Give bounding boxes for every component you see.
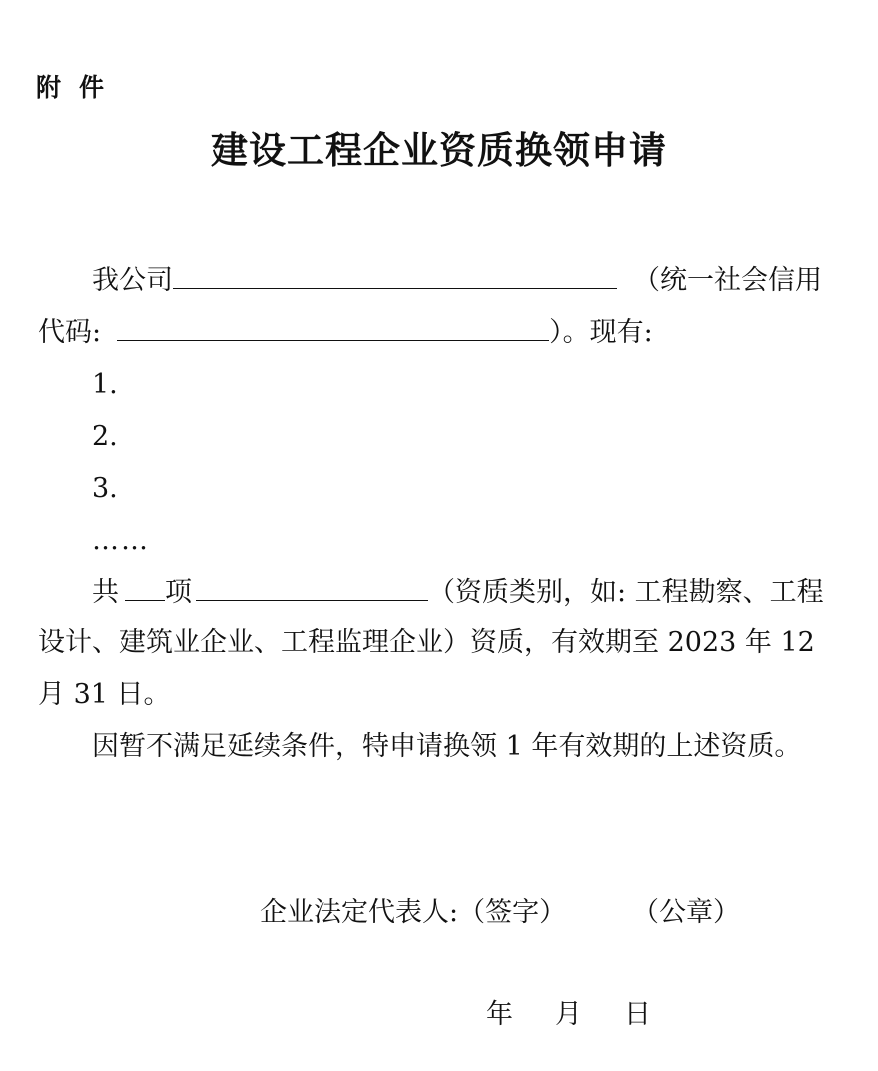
credit-code-prefix: 代码: [38, 317, 102, 348]
document-title: 建设工程企业资质换领申请 [211, 128, 667, 172]
total-prefix: 共 [92, 577, 119, 608]
item-count-blank[interactable] [125, 574, 165, 601]
ellipsis: …… [92, 525, 150, 556]
company-seal-label: （公章） [632, 897, 740, 928]
request-statement: 因暂不满足延续条件，特申请换领 1 年有效期的上述资质。 [92, 731, 802, 762]
qualification-category-blank[interactable] [196, 574, 428, 601]
credit-code-blank[interactable] [117, 314, 549, 341]
qualification-hint-line2: 设计、建筑业企业、工程监理企业）资质，有效期至 2023 年 12 [38, 627, 815, 658]
qualification-hint-line1: （资质类别，如: 工程勘察、工程 [428, 577, 824, 608]
credit-code-label: （统一社会信用 [633, 265, 822, 296]
company-prefix: 我公司 [92, 265, 173, 296]
credit-code-line [38, 314, 653, 350]
date-year-label: 年 [486, 999, 513, 1030]
company-name-blank[interactable] [173, 262, 617, 289]
currently-have-label: ）。现有: [549, 317, 653, 348]
attachment-label: 附件 [36, 73, 123, 102]
date-day-label: 日 [624, 999, 651, 1030]
legal-rep-signature-label: 企业法定代表人:（签字） [260, 897, 567, 928]
total-unit: 项 [165, 577, 192, 608]
qualification-hint-line3: 月 31 日。 [38, 679, 171, 710]
date-month-label: 月 [555, 999, 582, 1030]
list-item-3: 3. [92, 473, 118, 504]
total-line [92, 574, 824, 610]
list-item-1: 1. [92, 369, 118, 400]
company-line [92, 262, 822, 298]
list-item-2: 2. [92, 421, 118, 452]
